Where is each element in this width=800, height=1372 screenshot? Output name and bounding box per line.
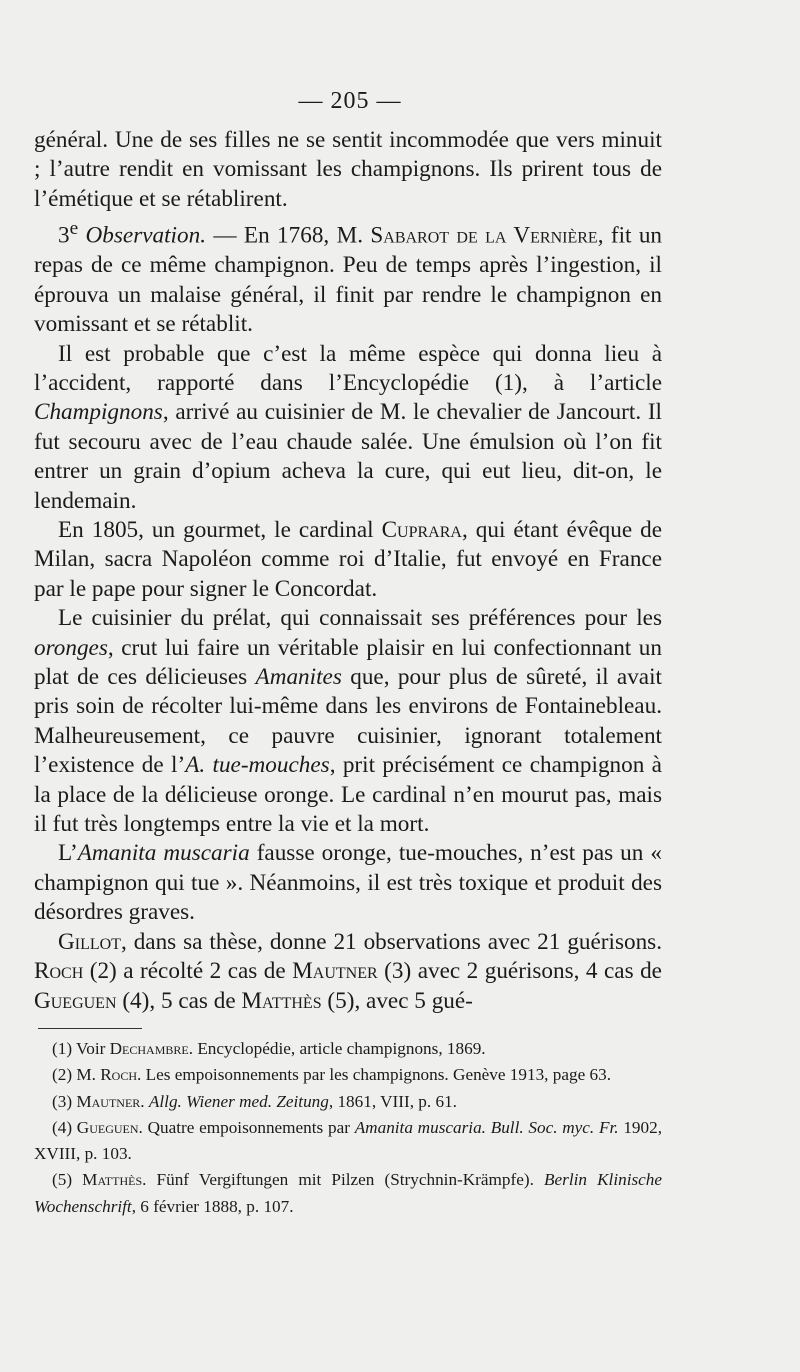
text-run: — En 1768, M.	[206, 222, 371, 249]
text-run: , 6 février 1888, p. 107.	[131, 1196, 294, 1216]
text-run: Le cuisinier du prélat, qui connaissait ses préférences pour les	[58, 605, 662, 632]
text-run: (2) M.	[52, 1065, 101, 1085]
text-run: Il est probable que c’est la même espèce qui donna lieu à l’accident, rapporté dans l’Encyclopédie (1), à l’article	[34, 340, 662, 396]
text-run: .	[140, 1091, 149, 1111]
text-run: (5)	[52, 1170, 83, 1190]
text-run: , qui étant évêque de Milan, sacra Napoléon comme roi d’Italie, fut envoyé en France par le pape pour signer le Concordat.	[34, 517, 662, 602]
text-run: En 1805, un gourmet, le cardinal	[58, 517, 382, 544]
text-run: 3	[58, 222, 70, 249]
text-run: , 1861, VIII, p. 61.	[328, 1091, 457, 1111]
text-run: , crut lui faire un véritable plaisir en lui confectionnant un plat de ces délicieuses	[34, 634, 662, 691]
text-run: , prit précisément ce champignon à la place de la délicieuse oronge. Le cardinal n’en mourut pas, mais il fut très longtemps entre la vie et la mort.	[34, 752, 662, 838]
text-run: Matthès	[241, 987, 322, 1014]
text-run: Matthès	[82, 1170, 143, 1190]
text-run: que, pour plus de sûreté, il avait pris soin de récolter lui-même dans les environs de Fontainebleau. Malheureusement, ce pauvre cuisinier, ignorant totalement l’existence de l’	[34, 664, 662, 779]
text-run: Amanites	[255, 664, 342, 691]
paragraph-1	[34, 126, 662, 214]
text-run: Berlin Klinische Wochenschrift	[34, 1170, 663, 1216]
text-run: oronges	[34, 634, 108, 661]
paragraph-7	[34, 928, 662, 1016]
text-run: fausse oronge, tue-mouches, n’est pas un « champignon qui tue ». Néanmoins, il est très toxique et produit des désordres graves.	[34, 840, 662, 926]
text-run: Allg. Wiener med. Zeitung	[148, 1091, 329, 1111]
text-run: Roch	[100, 1065, 138, 1085]
footnote-1	[34, 1036, 662, 1062]
text-run: , arrivé au cuisinier de M. le chevalier de Jancourt. Il fut secouru avec de l’eau chaude salée. Une émulsion où l’on fit entrer un grain d’opium acheva la cure, qui eut lieu, dit-on, le lendemain.	[34, 399, 662, 514]
text-run: (3) avec 2 guérisons, 4 cas de	[377, 958, 662, 985]
text-run: Observation.	[78, 222, 206, 249]
text-run: Champignons	[34, 399, 163, 426]
footnote-separator	[38, 1028, 142, 1029]
text-run: Mautner	[292, 958, 378, 985]
text-run: général. Une de ses filles ne se sentit incommodée que vers minuit ; l’autre rendit en vomissant les champignons. Ils prirent tous de l’émétique et se rétablirent.	[34, 127, 662, 212]
footnote-5	[34, 1167, 662, 1220]
text-run: (3)	[52, 1091, 77, 1111]
text-run: Cuprara	[381, 517, 462, 544]
text-run: Roch	[34, 958, 84, 985]
text-run: (2) a récolté 2 cas de	[83, 958, 293, 985]
footnotes	[34, 1036, 662, 1220]
text-run: Gueguen	[34, 987, 117, 1014]
paragraph-5	[34, 604, 662, 839]
text-run: Mautner	[76, 1091, 141, 1111]
text-run: . Fünf Vergiftungen mit Pilzen (Strychnin-Krämpfe).	[142, 1170, 544, 1190]
text-run: L’	[58, 840, 78, 867]
text-run: , dans sa thèse, donne 21 observations avec 21 guérisons.	[120, 928, 662, 955]
text-run: (5), avec 5 gué-	[321, 987, 473, 1014]
text-run: . Les empoisonnements par les champignons. Genève 1913, page 63.	[137, 1065, 612, 1085]
paragraph-2	[34, 214, 662, 339]
text-run: Sabarot de la Vernière	[370, 222, 598, 249]
footnote-4	[34, 1115, 662, 1168]
text-run: 1902, XVIII, p. 103.	[34, 1117, 663, 1164]
text-run: Gueguen	[76, 1117, 139, 1137]
text-run: (4), 5 cas de	[116, 987, 242, 1014]
text-run: Amanita muscaria	[77, 840, 250, 867]
paragraph-4	[34, 516, 662, 604]
text-run: (4)	[52, 1117, 77, 1137]
text-run: . Quatre empoisonnements par	[138, 1117, 355, 1137]
text-run: , fit un repas de ce même champignon. Peu de temps après l’ingestion, il éprouva un malaise général, il finit par rendre le champignon en vomissant et se rétablit.	[34, 222, 663, 338]
text-run: (1) Voir	[52, 1039, 110, 1058]
main-text	[34, 126, 662, 1016]
text-run: Gillot	[58, 928, 121, 955]
paragraph-6	[34, 839, 662, 927]
paragraph-3	[34, 340, 662, 516]
text-run: Dechambre	[109, 1039, 189, 1058]
footnote-3	[34, 1089, 662, 1115]
page-number: — 205 —	[298, 88, 402, 114]
footnote-2	[34, 1062, 662, 1088]
text-run: A. tue-mouches	[185, 752, 330, 779]
text-run: . Encyclopédie, article champignons, 1869.	[188, 1039, 486, 1058]
text-run: Amanita muscaria. Bull. Soc. myc. Fr.	[354, 1117, 619, 1137]
text-run: e	[69, 218, 79, 240]
